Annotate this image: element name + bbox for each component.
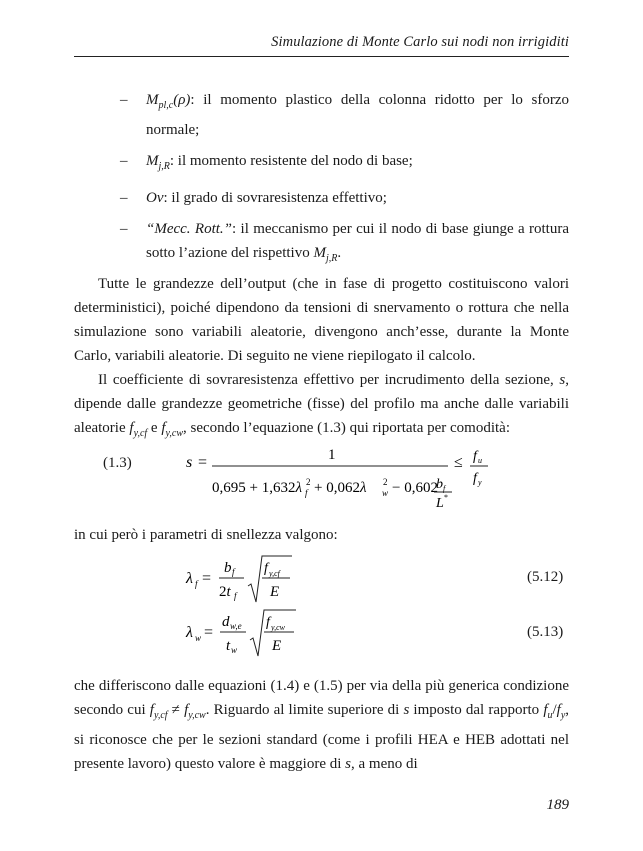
equation-label-5-12: (5.12) (527, 569, 564, 585)
svg-text:≤: ≤ (454, 454, 463, 471)
svg-text:f: f (473, 449, 477, 464)
svg-text:=: = (204, 624, 214, 641)
svg-text:w: w (382, 488, 389, 498)
svg-text:s: s (186, 454, 193, 471)
svg-text:u: u (478, 456, 482, 465)
paragraph-slenderness: in cui però i parametri di snellezza valgono: (74, 527, 338, 543)
equation-5-12 (182, 550, 302, 608)
paragraph-overstrength: Il coefficiente di sovraresistenza effettivo per incrudimento della sezione, s, dipende dalle grandezze geometriche (fisse) del profilo ma anche dalle variabili aleatorie $f_{y,cf}$ e $f_{y,cw}$, secondo l’equazione (1.3) qui riportata per comodità: (74, 372, 569, 439)
svg-text:2: 2 (306, 477, 311, 487)
svg-text:E: E (270, 584, 280, 600)
svg-text:λ: λ (186, 624, 193, 641)
svg-text:2: 2 (383, 477, 388, 487)
svg-text:w: w (231, 645, 238, 655)
svg-text:b: b (436, 477, 443, 492)
list-item: – “Mecc. Rott.”: il meccanismo per cui il nodo di base giunge a rottura sotto l’azione del rispettivo $M_{j,R}$. (120, 221, 569, 264)
equation-5-13 (182, 604, 302, 664)
svg-text:L: L (436, 496, 444, 511)
svg-text:+ 0,062λ: + 0,062λ (314, 480, 367, 496)
svg-text:f: f (264, 561, 268, 576)
list-item: – Ov: il grado di sovraresistenza effettivo; (120, 190, 387, 206)
svg-text:λ: λ (186, 570, 193, 587)
equation-label-5-13: (5.13) (527, 624, 564, 640)
paragraph-upper-limit: che differiscono dalle equazioni (1.4) e (1.5) per via della più generica condizione secondo cui $f_{y,cf} \ne f_{y,cw}$. Riguardo al limite superiore di s imposto dal rapporto $f_u/f_y$, si riconosce che per le sezioni standard (come i profili HEA e HEB adottati nel presente lavoro) questo valore è maggiore di s, a meno di (74, 678, 570, 772)
svg-text:w: w (195, 633, 202, 643)
svg-text:y: y (478, 478, 482, 487)
equation-label-1-3: (1.3) (103, 455, 132, 471)
eq-numerator: 1 (328, 447, 336, 463)
paragraph-output: Tutte le grandezze dell’output (che in fase di progetto costituiscono valori deterministici), poiché dipendono da tensioni di snervamento o rottura che nella simulazione sono variabili aleatorie, divengono anch’esse, durante la Monte Carlo, variabili aleatorie. Di seguito ne viene riepilogato il calcolo. (74, 276, 569, 364)
svg-text:b: b (224, 560, 232, 576)
svg-text:f: f (473, 471, 477, 486)
svg-text:f: f (232, 567, 235, 577)
svg-text:f: f (195, 579, 198, 589)
header-title: Simulazione di Monte Carlo sui nodi non irrigiditi (271, 34, 569, 50)
svg-text:− 0,602: − 0,602 (392, 480, 438, 496)
svg-text:=: = (198, 454, 208, 471)
svg-text:t: t (226, 638, 231, 654)
svg-text:*: * (444, 493, 448, 502)
svg-text:w,e: w,e (230, 621, 242, 631)
svg-text:y,cw: y,cw (271, 623, 285, 632)
equation-1-3 (180, 440, 500, 520)
svg-text:f: f (443, 484, 446, 493)
svg-text:f: f (266, 615, 270, 630)
svg-text:y,cf: y,cf (269, 569, 280, 578)
page-number: 189 (546, 797, 569, 813)
svg-text:=: = (202, 570, 212, 587)
svg-text:d: d (222, 614, 230, 630)
list-item: – $M_{j,R}$: il momento resistente del nodo di base; (120, 153, 413, 172)
svg-text:2t: 2t (219, 584, 231, 600)
svg-text:0,695 + 1,632λ: 0,695 + 1,632λ (212, 480, 302, 496)
svg-text:E: E (272, 638, 282, 654)
running-header (74, 34, 569, 57)
svg-text:f: f (234, 591, 237, 601)
output-variables-list (120, 88, 569, 278)
list-item: – $M_{pl,c}(\rho)$: il momento plastico della colonna ridotto per lo sforzo normale; (120, 92, 569, 138)
svg-text:f: f (305, 488, 308, 498)
